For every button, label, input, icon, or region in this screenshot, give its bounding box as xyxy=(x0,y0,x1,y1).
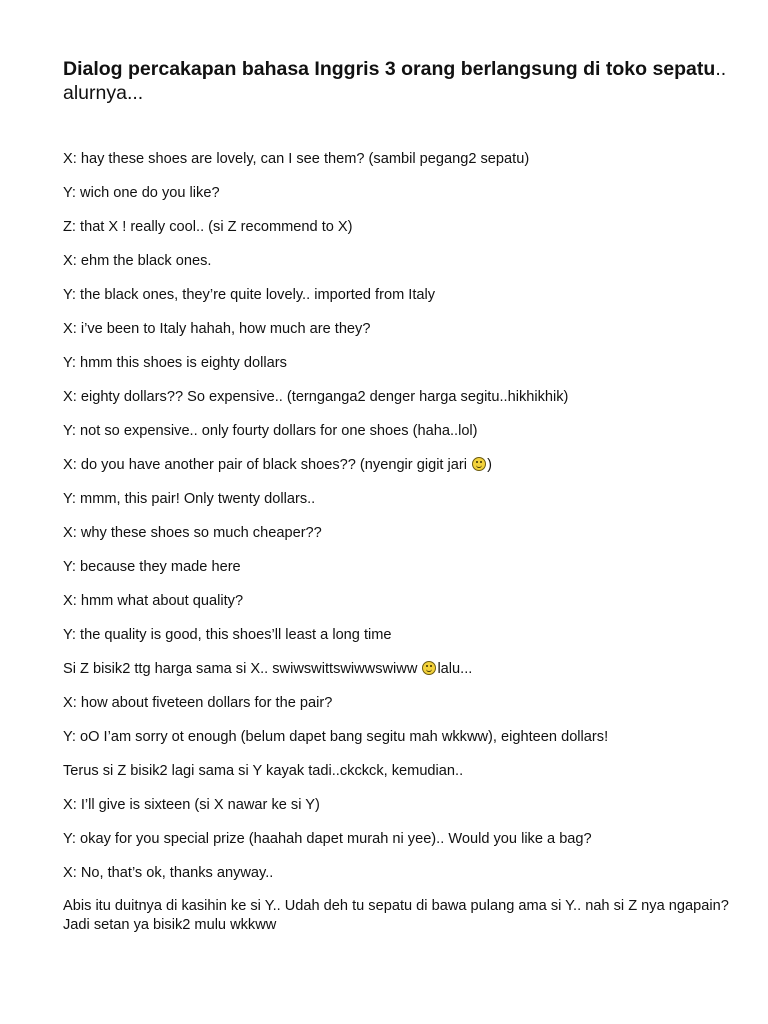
dialog-line: X: hmm what about quality? xyxy=(63,593,244,609)
dialog-lines xyxy=(63,149,743,949)
dialog-line: X: do you have another pair of black shoes?? (nyengir gigit jari ) xyxy=(63,457,492,473)
dialog-line: Y: not so expensive.. only fourty dollars for one shoes (haha..lol) xyxy=(63,423,478,439)
dialog-line: Y: because they made here xyxy=(63,559,241,575)
grin-smiley-icon xyxy=(422,661,436,675)
dialog-line: Y: oO I’am sorry ot enough (belum dapet bang segitu mah wkkww), eighteen dollars! xyxy=(63,729,609,745)
grin-smiley-icon xyxy=(472,457,486,471)
dialog-line: X: how about fiveteen dollars for the pair? xyxy=(63,695,333,711)
title-subline: alurnya... xyxy=(63,82,144,104)
narration-line: Abis itu duitnya di kasihin ke si Y.. Udah deh tu sepatu di bawa pulang ama si Y.. nah si Z nya ngapain? Jadi setan ya bisik2 mulu wkkww xyxy=(63,898,729,933)
dialog-line: Y: hmm this shoes is eighty dollars xyxy=(63,355,287,371)
dialog-line: Y: wich one do you like? xyxy=(63,185,220,201)
dialog-line: Y: the quality is good, this shoes’ll least a long time xyxy=(63,627,392,643)
dialog-line: X: eighty dollars?? So expensive.. (ternganga2 denger harga segitu..hikhikhik) xyxy=(63,389,569,405)
dialog-line: X: ehm the black ones. xyxy=(63,253,212,269)
dialog-line: Y: okay for you special prize (haahah dapet murah ni yee).. Would you like a bag? xyxy=(63,831,592,847)
narration-line: Si Z bisik2 ttg harga sama si X.. swiwswittswiwwswiww lalu... xyxy=(63,661,473,677)
document-title xyxy=(63,57,743,105)
dialog-line: Z: that X ! really cool.. (si Z recommend to X) xyxy=(63,219,353,235)
title-tail: .. xyxy=(715,58,727,80)
dialog-line: X: No, that’s ok, thanks anyway.. xyxy=(63,865,274,881)
dialog-line: Y: mmm, this pair! Only twenty dollars.. xyxy=(63,491,316,507)
dialog-line: X: I’ll give is sixteen (si X nawar ke si Y) xyxy=(63,797,320,813)
title-main: Dialog percakapan bahasa Inggris 3 orang berlangsung di toko sepatu xyxy=(63,58,716,80)
dialog-line: X: i’ve been to Italy hahah, how much are they? xyxy=(63,321,371,337)
narration-line: Terus si Z bisik2 lagi sama si Y kayak tadi..ckckck, kemudian.. xyxy=(63,763,464,779)
dialog-line: X: hay these shoes are lovely, can I see them? (sambil pegang2 sepatu) xyxy=(63,151,530,167)
dialog-line: X: why these shoes so much cheaper?? xyxy=(63,525,322,541)
dialog-line: Y: the black ones, they’re quite lovely.. imported from Italy xyxy=(63,287,436,303)
